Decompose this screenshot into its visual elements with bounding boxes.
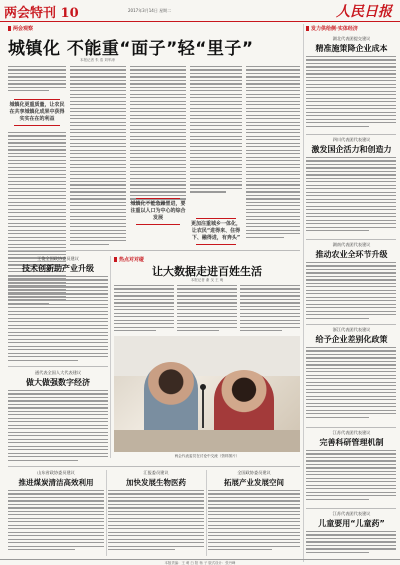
bigdata-byline: 本报记者 谢 戈 王 萌 [190,278,224,282]
industry-headline: 拓展产业发展空间 [224,478,284,487]
photo-caption: 两会代表委员在讨论中交流（资料图片） [174,454,240,458]
tech-headline: 技术创新助产业升级 [22,264,94,273]
digital-kicker: 通代表全国人大代表建议 [34,370,82,375]
lead-byline: 本报记者 朱 浩 刘军涛 [80,58,115,62]
label-fazhan: 发力供给侧·实体经济 [306,25,358,32]
right-kicker-4: 浙江代表团代表建议 [332,327,371,332]
pull-quote-1: 城镇化更重质量，让农民在共享城镇化成果中获得实实在在的利益 [8,97,66,128]
right-kicker-1: 湖北代表团提交建议 [332,36,371,41]
tech-body [8,276,108,362]
clean-kicker: 山东省政协委员建议 [37,470,75,475]
masthead [0,0,400,22]
bigdata-headline: 让大数据走进百姓生活 [152,265,262,278]
biomed-headline: 加快发展生物医药 [126,478,186,487]
right-kicker-5: 江苏代表团代表建议 [332,430,371,435]
biomed-kicker: 汇报委员建议 [143,470,169,475]
biomed-body [108,490,204,556]
bigdata-body-col2 [177,285,237,333]
newspaper-logo: 人民日报 [336,4,392,20]
tech-kicker: 王俊全国政协委员建议 [37,256,79,261]
right-kicker-2: 四川代表团代表建议 [332,137,371,142]
right-headline-5: 完善科研管理机制 [319,438,384,447]
right-body-2 [306,157,396,237]
pull-quote-3: 更加注重城乡一体化，让农民“进得来、住得下、融得进，有奔头” [190,216,242,247]
right-headline-3: 推动农业全环节升级 [315,250,388,259]
page-footer: 本版责编：王 萌 白 阳 杨 子 版式设计：张丹峰 [0,559,400,565]
section-title: 两会特刊 10 [4,6,79,21]
pull-quote-2: 城镇化不能急躁冒进，要注重以人口为中心的综合发展 [130,196,186,227]
digital-body [8,390,108,464]
right-kicker-6: 江苏代表团代表建议 [332,511,371,516]
lead-headline: 城镇化 不能重“面子”轻“里子” [8,39,254,59]
issue-date: 2017年3月14日 星期二 [128,8,172,13]
industry-kicker: 全国政协委员建议 [237,470,271,475]
clean-body [8,490,104,556]
right-kicker-3: 湖南代表团代表建议 [332,242,371,247]
lead-body-col5 [246,66,300,246]
right-body-3 [306,262,396,322]
right-body-4 [306,347,396,425]
right-body-6 [306,531,396,557]
microphone-icon [202,388,204,428]
right-headline-1: 精准施策降企业成本 [315,44,388,53]
right-headline-4: 给予企业差别化政策 [315,335,388,344]
news-photo [114,336,300,452]
industry-body [208,490,300,556]
right-headline-2: 激发国企活力和创造力 [311,145,392,154]
bigdata-body-col3 [240,285,300,333]
right-headline-6: 儿童要用“儿童药” [318,519,385,528]
bigdata-body-col1 [114,285,174,333]
clean-headline: 推进煤炭清洁高效利用 [18,478,94,487]
digital-headline: 做大做强数字经济 [26,378,90,387]
lead-body-col2 [70,66,126,246]
right-body-1 [306,56,396,132]
right-body-5 [306,450,396,506]
label-lianghui: 两会观察 [8,25,33,32]
label-redian: 热点对对碰 [114,256,144,263]
